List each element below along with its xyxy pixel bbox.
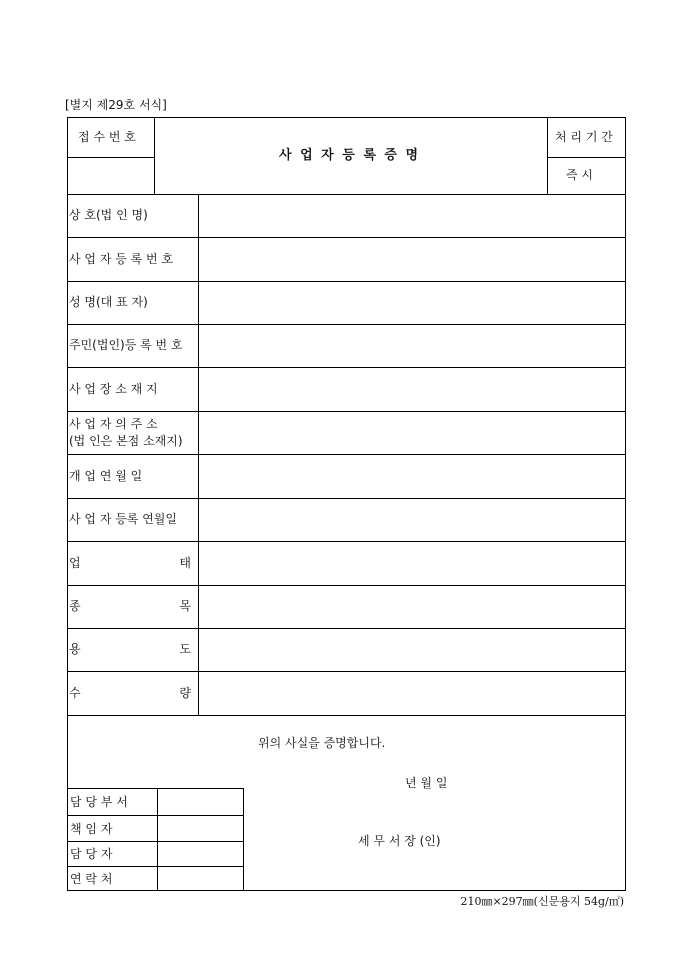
row-line: [67, 281, 626, 282]
form-code: [별지 제29호 서식]: [65, 98, 167, 112]
business-type-label-start: 업: [69, 556, 81, 570]
issuer-seal-label: 세 무 서 장 (인): [358, 834, 441, 848]
row-line: [67, 367, 626, 368]
business-owner-address-label: 사 업 자 의 주 소: [69, 417, 158, 431]
department-label: 담 당 부 서: [70, 795, 128, 809]
head-office-location-label: (법 인은 본점 소재지): [69, 434, 183, 448]
business-type-label: [69, 556, 195, 570]
header-bottom-line: [67, 194, 626, 195]
business-reg-number-label: 사 업 자 등 록 번 호: [69, 252, 174, 266]
processing-period-value: 즉 시: [566, 168, 593, 182]
receipt-number-label: 접 수 번 호: [78, 130, 136, 144]
quantity-label-end: 량: [179, 686, 191, 700]
contact-line: [67, 866, 243, 867]
resident-reg-number-label: 주민(법인)등 록 번 호: [69, 338, 183, 352]
business-type-label-end: 태: [179, 556, 191, 570]
row-line: [67, 324, 626, 325]
processing-period-label: 처 리 기 간: [555, 130, 613, 144]
business-location-label: 사 업 장 소 재 지: [69, 382, 158, 396]
purpose-label-start: 용: [69, 642, 81, 656]
certificate-frame: [67, 117, 626, 891]
representative-name-label: 성 명(대 표 자): [69, 295, 148, 309]
row-line: [67, 585, 626, 586]
receipt-right-border: [154, 117, 155, 194]
responsible-person-label: 책 임 자: [70, 822, 113, 836]
business-item-label-start: 종: [69, 599, 81, 613]
row-line: [67, 237, 626, 238]
contact-divider: [157, 788, 158, 891]
contact-right-border: [243, 788, 244, 891]
quantity-label-start: 수: [69, 686, 81, 700]
business-item-label: [69, 599, 195, 613]
trade-name-label: 상 호(법 인 명): [69, 208, 148, 222]
purpose-label-end: 도: [179, 642, 191, 656]
contact-line: [67, 815, 243, 816]
row-line: [67, 411, 626, 412]
issue-date-label: 년 월 일: [405, 776, 448, 790]
row-line: [67, 628, 626, 629]
certification-statement: 위의 사실을 증명합니다.: [258, 736, 386, 750]
receipt-divider: [67, 157, 154, 158]
row-line: [67, 498, 626, 499]
period-divider: [547, 157, 626, 158]
opening-date-label: 개 업 연 월 일: [69, 469, 143, 483]
manager-label: 담 당 자: [70, 847, 113, 861]
row-line: [67, 541, 626, 542]
contact-phone-label: 연 락 처: [70, 872, 113, 886]
row-line: [67, 671, 626, 672]
paper-size-note: 210㎜×297㎜(신문용지 54g/㎡): [460, 895, 624, 908]
period-left-border: [547, 117, 548, 194]
document-title: 사 업 자 등 록 증 명: [279, 148, 421, 163]
row-line: [67, 715, 626, 716]
quantity-label: [69, 686, 195, 700]
registration-date-label: 사 업 자 등록 연월일: [69, 512, 177, 526]
row-line: [67, 454, 626, 455]
business-item-label-end: 목: [179, 599, 191, 613]
purpose-label: [69, 642, 195, 656]
contact-line: [67, 841, 243, 842]
contact-line: [67, 788, 243, 789]
